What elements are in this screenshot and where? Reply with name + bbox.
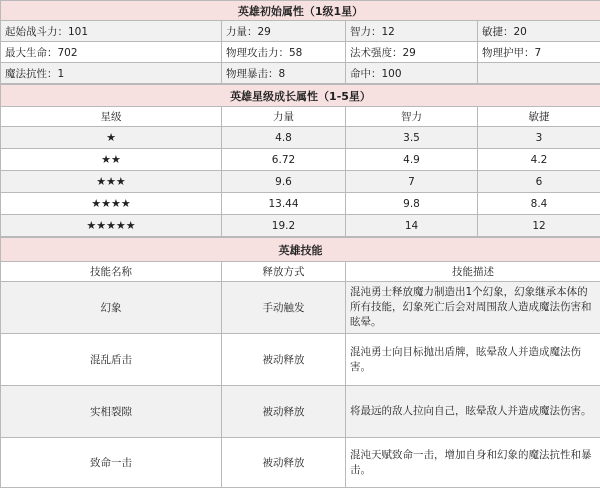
base-title-row [1,1,600,21]
skills-table [0,237,600,488]
skill-row [1,282,600,334]
growth-cell: 3.5 [346,127,478,149]
base-cell: 敏捷：20 [478,21,600,42]
skills-header-desc: 技能描述 [346,262,600,282]
growth-header-row [1,107,600,127]
skill-row [1,386,600,438]
base-row [1,63,600,84]
skill-mode: 手动触发 [222,282,346,334]
base-cell: 法术强度：29 [346,42,478,63]
growth-cell: 7 [346,171,478,193]
base-cell: 智力：12 [346,21,478,42]
growth-cell: 4.8 [222,127,346,149]
growth-cell: 13.44 [222,193,346,215]
base-cell: 起始战斗力：101 [1,21,222,42]
growth-row [1,215,600,237]
base-attributes-table [0,0,600,84]
skill-name: 致命一击 [1,438,222,488]
growth-header-int: 智力 [346,107,478,127]
growth-cell: 3 [478,127,600,149]
base-row [1,42,600,63]
star-rating: ★★ [1,149,222,171]
base-cell: 力量：29 [222,21,346,42]
growth-header-str: 力量 [222,107,346,127]
growth-row [1,127,600,149]
growth-cell: 8.4 [478,193,600,215]
base-row [1,21,600,42]
growth-table [0,84,600,237]
skills-title: 英雄技能 [1,238,600,262]
skills-title-row [1,238,600,262]
base-title: 英雄初始属性（1级1星） [1,1,600,21]
skill-row [1,334,600,386]
growth-cell: 19.2 [222,215,346,237]
base-cell: 物理暴击：8 [222,63,346,84]
growth-cell: 9.8 [346,193,478,215]
growth-cell: 6.72 [222,149,346,171]
base-cell: 命中：100 [346,63,478,84]
skill-mode: 被动释放 [222,386,346,438]
growth-header-stars: 星级 [1,107,222,127]
growth-cell: 14 [346,215,478,237]
base-cell: 物理护甲：7 [478,42,600,63]
growth-cell: 6 [478,171,600,193]
growth-cell: 12 [478,215,600,237]
base-cell [478,63,600,84]
growth-cell: 4.2 [478,149,600,171]
skills-header-name: 技能名称 [1,262,222,282]
base-cell: 物理攻击力：58 [222,42,346,63]
skills-header-row [1,262,600,282]
star-rating: ★★★ [1,171,222,193]
skill-name: 幻象 [1,282,222,334]
growth-cell: 9.6 [222,171,346,193]
growth-title-row [1,85,600,107]
skill-name: 混乱盾击 [1,334,222,386]
growth-row [1,171,600,193]
skill-desc: 混沌天赋致命一击，增加自身和幻象的魔法抗性和暴击。 [346,438,600,488]
growth-header-agi: 敏捷 [478,107,600,127]
skill-mode: 被动释放 [222,438,346,488]
star-rating: ★★★★★ [1,215,222,237]
base-cell: 魔法抗性：1 [1,63,222,84]
star-rating: ★★★★ [1,193,222,215]
skill-desc: 混沌勇士向目标抛出盾牌，眩晕敌人并造成魔法伤害。 [346,334,600,386]
skill-mode: 被动释放 [222,334,346,386]
skills-header-mode: 释放方式 [222,262,346,282]
growth-cell: 4.9 [346,149,478,171]
base-cell: 最大生命：702 [1,42,222,63]
skill-row [1,438,600,488]
skill-desc: 混沌勇士释放魔力制造出1个幻象，幻象继承本体的所有技能，幻象死亡后会对周围敌人造成魔法伤害和眩晕。 [346,282,600,334]
growth-row [1,193,600,215]
growth-row [1,149,600,171]
skill-name: 实相裂隙 [1,386,222,438]
growth-title: 英雄星级成长属性（1-5星） [1,85,600,107]
skill-desc: 将最远的敌人拉向自己，眩晕敌人并造成魔法伤害。 [346,386,600,438]
star-rating: ★ [1,127,222,149]
